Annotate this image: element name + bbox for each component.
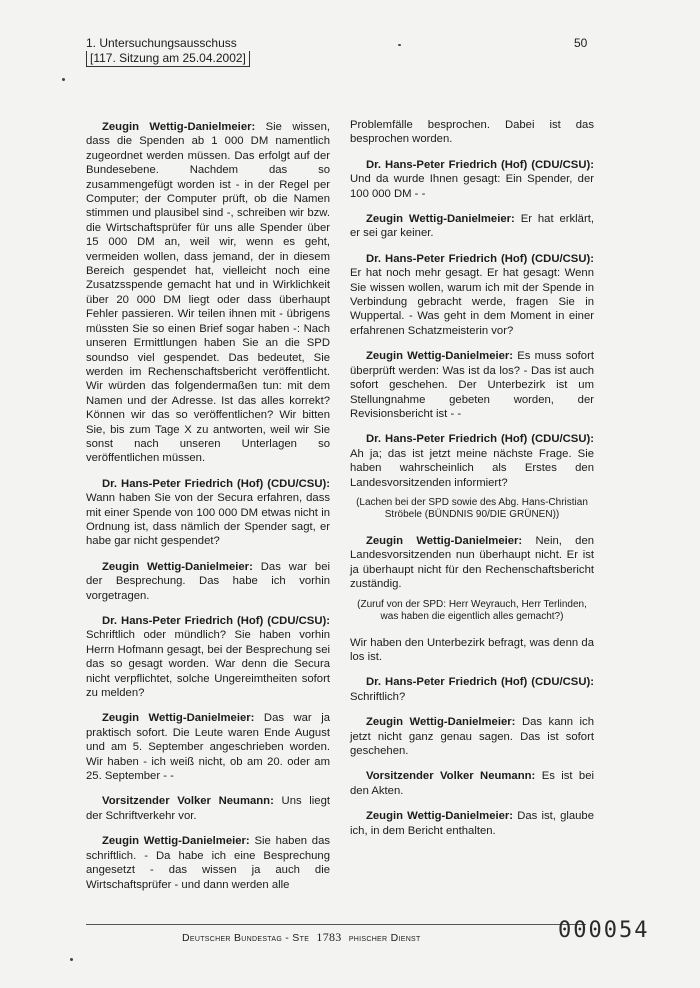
speech-block <box>86 120 330 466</box>
speaker-name: Dr. Hans-Peter Friedrich (Hof) (CDU/CSU): <box>366 252 594 265</box>
speaker-name: Zeugin Wettig-Danielmeier: <box>366 213 515 226</box>
speech-text: Er hat noch mehr gesagt. Er hat gesagt: Wenn Sie wissen wollen, warum ich mit der Spende in Verbindung gebracht werde, fragen Sie in Wuppertal. - Was geht in dem Moment in einer erfahrenen Schatzmeisterin vor? <box>350 267 594 337</box>
speech-text: Das kann ich jetzt nicht ganz genau sagen. Das ist sofort geschehen. <box>350 716 594 757</box>
speech-text: Er hat erklärt, er sei gar keiner. <box>350 213 594 240</box>
speech-block <box>86 477 330 549</box>
speech-block <box>350 715 594 758</box>
speaker-name: Zeugin Wettig-Danielmeier: <box>366 350 514 363</box>
speaker-name: Dr. Hans-Peter Friedrich (Hof) (CDU/CSU): <box>366 676 594 689</box>
speech-text: Es ist bei den Akten. <box>350 770 595 797</box>
footer-text-left: Deutscher Bundestag - Ste <box>182 932 310 944</box>
scan-speck <box>62 78 65 81</box>
speaker-name: Zeugin Wettig-Danielmeier: <box>102 121 256 133</box>
speech-text: Es muss sofort überprüft werden: Was ist da los? - Das ist auch sofort geschehen. Der Unterbezirk ist um Stellungnahme gebeten worden, der Revisionsbericht ist - - <box>350 350 594 420</box>
speech-text: Wann haben Sie von der Secura erfahren, dass mit einer Spende von 100 000 DM etwas nicht in Ordnung ist, dass nämlich der Spender sagt, er habe gar nicht gespendet? <box>86 492 330 548</box>
speech-block <box>350 158 594 201</box>
speaker-name: Vorsitzender Volker Neumann: <box>366 770 536 783</box>
speaker-name: Dr. Hans-Peter Friedrich (Hof) (CDU/CSU): <box>366 158 594 171</box>
session-label: [117. Sitzung am 25.04.2002] <box>86 51 250 67</box>
right-column <box>350 118 594 849</box>
footer-rule <box>86 924 586 925</box>
speech-text: Nein, den Landesvorsitzenden nun überhaupt nicht. Er ist ja überhaupt nicht für den Rechenschaftsbericht zuständig. <box>350 534 595 591</box>
left-column <box>86 120 330 903</box>
speaker-name: Dr. Hans-Peter Friedrich (Hof) (CDU/CSU): <box>102 615 330 627</box>
scan-speck <box>398 44 401 46</box>
speech-block <box>86 794 330 823</box>
archive-stamp: 000054 <box>558 918 650 943</box>
speech-text: Sie wissen, dass die Spenden ab 1 000 DM namentlich zugeordnet werden müssen. Das erfolgt auf der Bundesebene. Nachdem das so zusammengefügt worden ist - in der Regel per Computer; der Computer prüft, ob die Namen stimmen und plausibel sind -, schreiben wir bzw. die Wirtschaftsprüfer für uns alle Spender über 15 000 DM an, weil wir, wenn es geht, vermeiden wollen, dass jemand, der in diesem Bereich gespendet hat, vielleicht noch eine Zusatzsspende gemacht hat und in Wirklichkeit über 20 000 DM liegt oder dass überhaupt Fehler passieren. Wir teilen ihnen mit - übrigens müssten Sie so einen Brief sogar haben -: Nach unseren Ermittlungen haben Sie an die SPD soundso viel gespendet. Das bedeutet, Sie werden im Rechenschaftsbericht veröffentlicht. Wir würden das folgendermaßen tun: mit dem Namen und der Adresse. Ist das alles korrekt? Können wir das so veröffentlichen? Wir bitten Sie, bis zum Tage X zu antworten, weil wir Sie sonst nach unseren Unterlagen so veröffentlichen müssen. <box>86 121 330 465</box>
speaker-name: Zeugin Wettig-Danielmeier: <box>366 810 514 823</box>
speech-text: Ah ja; das ist jetzt meine nächste Frage. Sie haben wahrscheinlich als Erstes den Landesvorsitzenden informiert? <box>350 447 594 489</box>
speaker-name: Zeugin Wettig-Danielmeier: <box>102 835 250 848</box>
speaker-name: Dr. Hans-Peter Friedrich (Hof) (CDU/CSU): <box>102 477 330 490</box>
page-footer <box>182 930 421 945</box>
speech-text: Und da wurde Ihnen gesagt: Ein Spender, der 100 000 DM - - <box>350 173 594 200</box>
speech-block <box>350 534 594 592</box>
speaker-name: Zeugin Wettig-Danielmeier: <box>366 534 523 547</box>
scan-speck <box>70 958 73 961</box>
speech-block <box>350 769 594 798</box>
speaker-name: Dr. Hans-Peter Friedrich (Hof) (CDU/CSU): <box>366 433 594 446</box>
speaker-name: Zeugin Wettig-Danielmeier: <box>102 712 255 725</box>
speaker-name: Zeugin Wettig-Danielmeier: <box>102 560 253 573</box>
interjection: (Zuruf von der SPD: Herr Weyrauch, Herr Terlinden, was haben die eigentlich alles gemacht?) <box>357 598 587 623</box>
speech-block <box>350 349 594 421</box>
speech-text: Schriftlich? <box>350 690 406 703</box>
speech-block <box>86 711 330 783</box>
committee-name: 1. Untersuchungsausschuss <box>86 36 237 50</box>
speech-text: Das ist, glaube ich, in dem Bericht enthalten. <box>350 810 594 837</box>
plain-text: Wir haben den Unterbezirk befragt, was denn da los ist. <box>350 636 594 663</box>
speech-block <box>86 614 330 700</box>
page-header <box>86 36 250 67</box>
speech-block <box>350 252 594 338</box>
speech-text: Uns liegt der Schriftverkehr vor. <box>86 795 331 822</box>
footer-number: 1783 <box>316 930 342 944</box>
speech-block <box>350 212 594 241</box>
speech-text: Sie haben das schriftlich. - Da habe ich eine Besprechung angesetzt - das wissen ja auch die Wirtschaftsprüfer - und dann werden alle <box>86 835 331 891</box>
speech-text: Schriftlich oder mündlich? Sie haben vorhin Herrn Hofmann gesagt, bei der Besprechung sei das so gesagt worden. War denn die Secura nicht verpflichtet, solche Ungereimtheiten sofort zu melden? <box>86 629 330 700</box>
speech-block <box>86 560 330 603</box>
speech-block <box>350 675 594 704</box>
speaker-name: Vorsitzender Volker Neumann: <box>102 795 274 808</box>
speech-text: Das war ja praktisch sofort. Die Leute waren Ende August und am 5. September angeschrieben worden. Wir haben - ich weiß nicht, ob am 20. oder am 25. September - - <box>86 712 330 783</box>
page-number: 50 <box>574 36 588 50</box>
speech-text: Das war bei der Besprechung. Das habe ich vorhin vorgetragen. <box>86 560 330 602</box>
speaker-name: Zeugin Wettig-Danielmeier: <box>366 716 516 729</box>
speech-block <box>350 809 594 838</box>
speech-block <box>350 432 594 490</box>
continuation-text: Problemfälle besprochen. Dabei ist das besprochen worden. <box>350 119 594 146</box>
speech-block <box>86 834 330 892</box>
interjection: (Lachen bei der SPD sowie des Abg. Hans-Christian Ströbele (BÜNDNIS 90/DIE GRÜNEN)) <box>356 496 588 521</box>
footer-text-right: phischer Dienst <box>348 932 421 944</box>
